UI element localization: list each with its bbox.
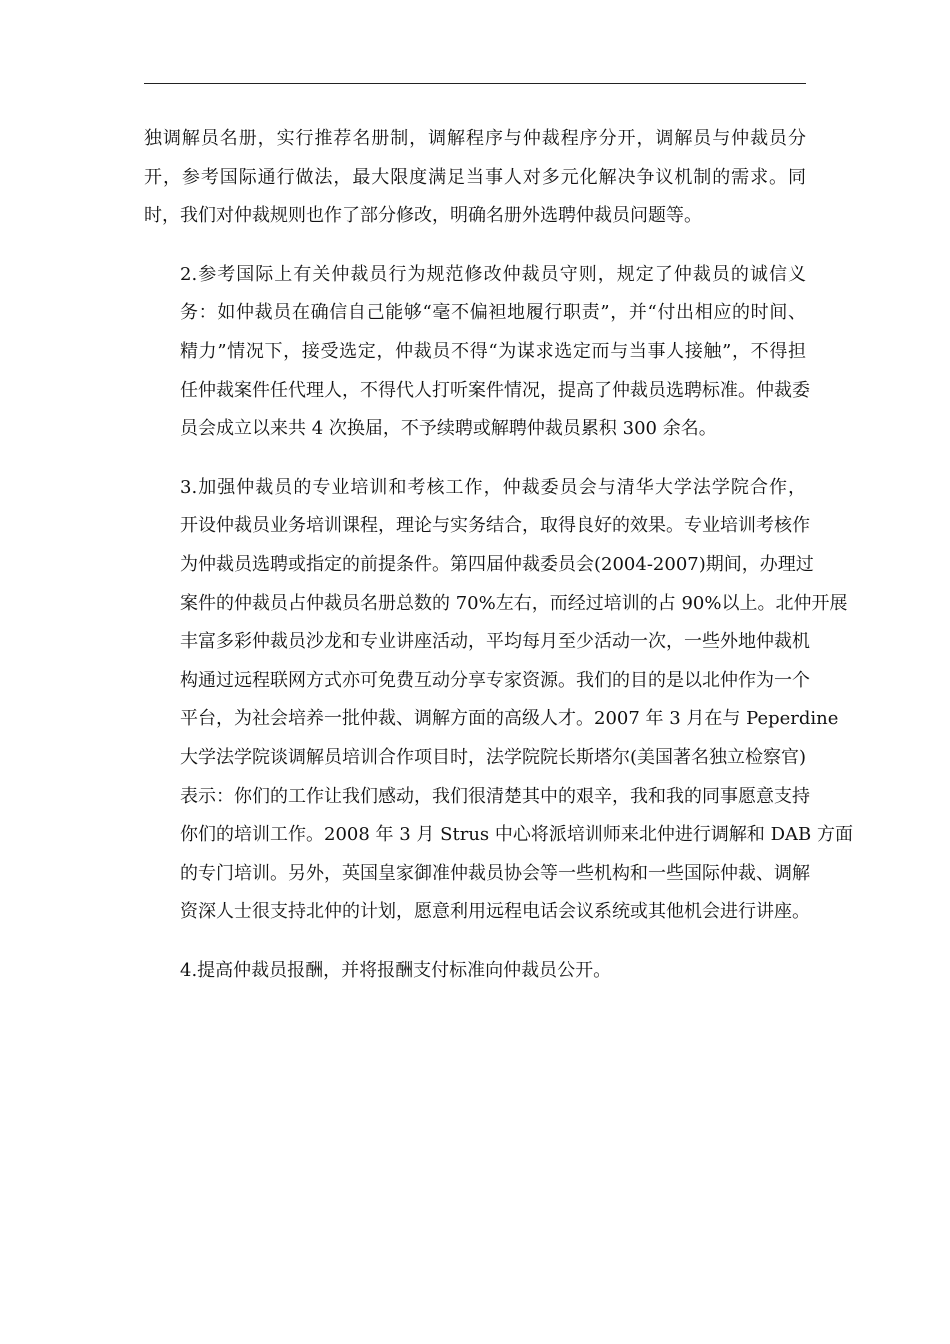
text-line: 3.加强仲裁员的专业培训和考核工作，仲裁委员会与清华大学法学院合作， [180,476,806,498]
paragraph-1 [144,120,806,236]
text-line: 精力”情况下，接受选定，仲裁员不得“为谋求选定而与当事人接触”，不得担 [180,340,806,362]
text-line: 丰富多彩仲裁员沙龙和专业讲座活动，平均每月至少活动一次，一些外地仲裁机 [180,631,810,653]
header-rule [144,83,806,84]
text-line: 时，我们对仲裁规则也作了部分修改，明确名册外选聘仲裁员问题等。 [144,205,702,227]
text-line: 案件的仲裁员占仲裁员名册总数的 70%左右，而经过培训的占 90%以上。北仲开展 [180,592,848,614]
text-line: 开设仲裁员业务培训课程，理论与实务结合，取得良好的效果。专业培训考核作 [180,515,810,537]
text-line: 为仲裁员选聘或指定的前提条件。第四届仲裁委员会(2004-2007)期间，办理过 [180,553,814,575]
document-body [144,120,853,990]
text-line: 平台，为社会培养一批仲裁、调解方面的高级人才。2007 年 3 月在与 Peperdine [180,708,839,730]
text-line: 员会成立以来共 4 次换届，不予续聘或解聘仲裁员累积 300 余名。 [180,418,717,440]
text-line: 你们的培训工作。2008 年 3 月 Strus 中心将派培训师来北仲进行调解和 DAB 方面 [180,824,853,846]
text-line: 大学法学院谈调解员培训合作项目时，法学院院长斯塔尔(美国著名独立检察官) [180,746,807,768]
text-line: 开，参考国际通行做法，最大限度满足当事人对多元化解决争议机制的需求。同 [144,166,806,188]
text-line: 4.提高仲裁员报酬，并将报酬支付标准向仲裁员公开。 [180,959,612,981]
text-line: 务：如仲裁员在确信自己能够“毫不偏袒地履行职责”，并“付出相应的时间、 [180,302,806,324]
text-line: 任仲裁案件任代理人，不得代人打听案件情况，提高了仲裁员选聘标准。仲裁委 [180,379,810,401]
paragraph-3 [144,469,853,932]
paragraph-2 [144,256,810,449]
text-line: 的专门培训。另外，英国皇家御准仲裁员协会等一些机构和一些国际仲裁、调解 [180,862,810,884]
text-line: 独调解员名册，实行推荐名册制，调解程序与仲裁程序分开，调解员与仲裁员分 [144,128,806,149]
text-line: 构通过远程联网方式亦可免费互动分享专家资源。我们的目的是以北仲作为一个 [180,669,810,691]
text-line: 资深人士很支持北仲的计划，愿意利用远程电话会议系统或其他机会进行讲座。 [180,901,810,923]
paragraph-4 [144,952,806,991]
text-line: 2.参考国际上有关仲裁员行为规范修改仲裁员守则，规定了仲裁员的诚信义 [180,263,806,285]
text-line: 表示：你们的工作让我们感动，我们很清楚其中的艰辛，我和我的同事愿意支持 [180,785,810,807]
